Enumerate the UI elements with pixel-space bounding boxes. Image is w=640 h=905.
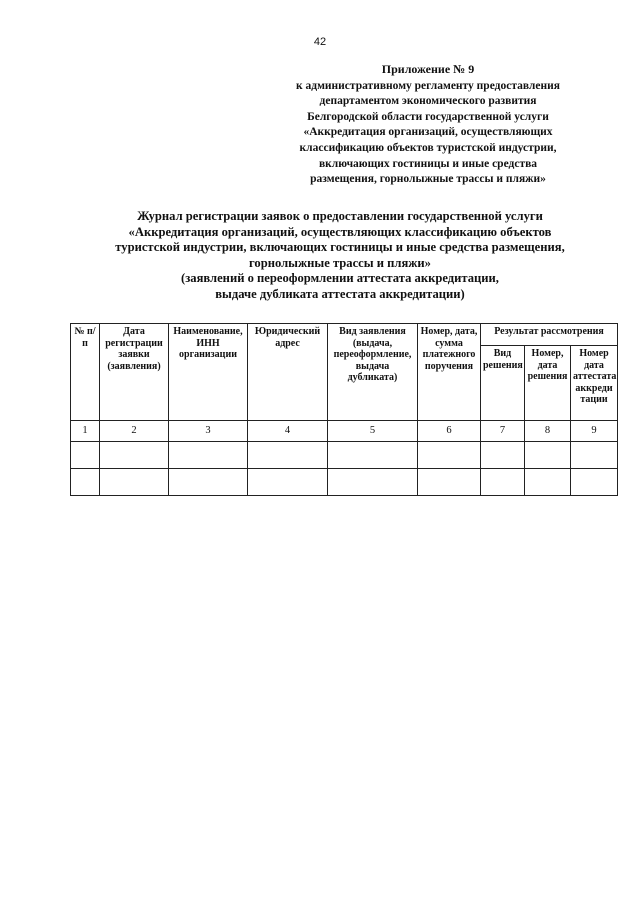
column-number: 3 [169,421,248,442]
table-cell [248,469,328,496]
column-number: 1 [71,421,100,442]
journal-title-line: туристской индустрии, включающих гостиницы и иные средства размещения, [115,240,565,255]
header-cert-num: Номер дата аттестата аккреди тации [571,346,618,421]
table-cell [418,469,481,496]
column-number: 8 [525,421,571,442]
appendix-line: включающих гостиницы и иные средства [318,157,538,170]
column-number: 7 [481,421,525,442]
appendix-title: Приложение № 9 [381,62,475,76]
table-cell [248,442,328,469]
table-cell [571,442,618,469]
table-cell [71,469,100,496]
table-cell [525,469,571,496]
appendix-line: классификацию объектов туристской индустрии, [299,141,557,154]
table-cell [481,469,525,496]
journal-title-line: (заявлений о переоформлении аттестата аккредитации, [181,271,499,286]
appendix-block [262,62,594,188]
journal-title-line: «Аккредитация организаций, осуществляющих классификацию объектов [128,224,552,239]
journal-title-line: Журнал регистрации заявок о предоставлении государственной услуги [137,209,543,223]
header-address: Юридический адрес [248,324,328,421]
table-cell [571,469,618,496]
appendix-line: департаментом экономического развития [319,95,537,108]
table-cell [100,469,169,496]
header-decision-num: Номер, дата решения [525,346,571,421]
appendix-line: «Аккредитация организаций, осуществляющих [303,126,553,139]
header-num: № п/п [71,324,100,421]
table-cell [525,442,571,469]
header-name: Наименование, ИНН организации [169,324,248,421]
table-cell [481,442,525,469]
header-result: Результат рассмотрения [481,324,618,346]
header-decision-type: Вид решения [481,346,525,421]
column-number: 9 [571,421,618,442]
header-type: Вид заявления (выдача, переоформление, выдача дубликата) [328,324,418,421]
header-payment: Номер, дата, сумма платежного поручения [418,324,481,421]
register-table [70,323,618,496]
journal-title [60,209,620,303]
column-number: 4 [248,421,328,442]
table-cell [169,442,248,469]
journal-title-line: выдаче дубликата аттестата аккредитации) [215,286,465,301]
table-cell [100,442,169,469]
table-row [71,469,618,496]
table-cell [71,442,100,469]
table-cell [328,442,418,469]
column-number: 2 [100,421,169,442]
table-cell [418,442,481,469]
table-row [71,442,618,469]
appendix-line: к административному регламенту предоставления [296,79,560,92]
table-row [71,421,618,442]
appendix-line: размещения, горнолыжные трассы и пляжи» [310,173,546,186]
column-number: 5 [328,421,418,442]
table-cell [328,469,418,496]
table-cell [169,469,248,496]
appendix-line: Белгородской области государственной услуги [307,110,549,123]
column-number: 6 [418,421,481,442]
header-date: Дата регистрации заявки (заявления) [100,324,169,421]
journal-title-line: горнолыжные трассы и пляжи» [249,255,431,270]
page-number: 42 [313,36,327,48]
